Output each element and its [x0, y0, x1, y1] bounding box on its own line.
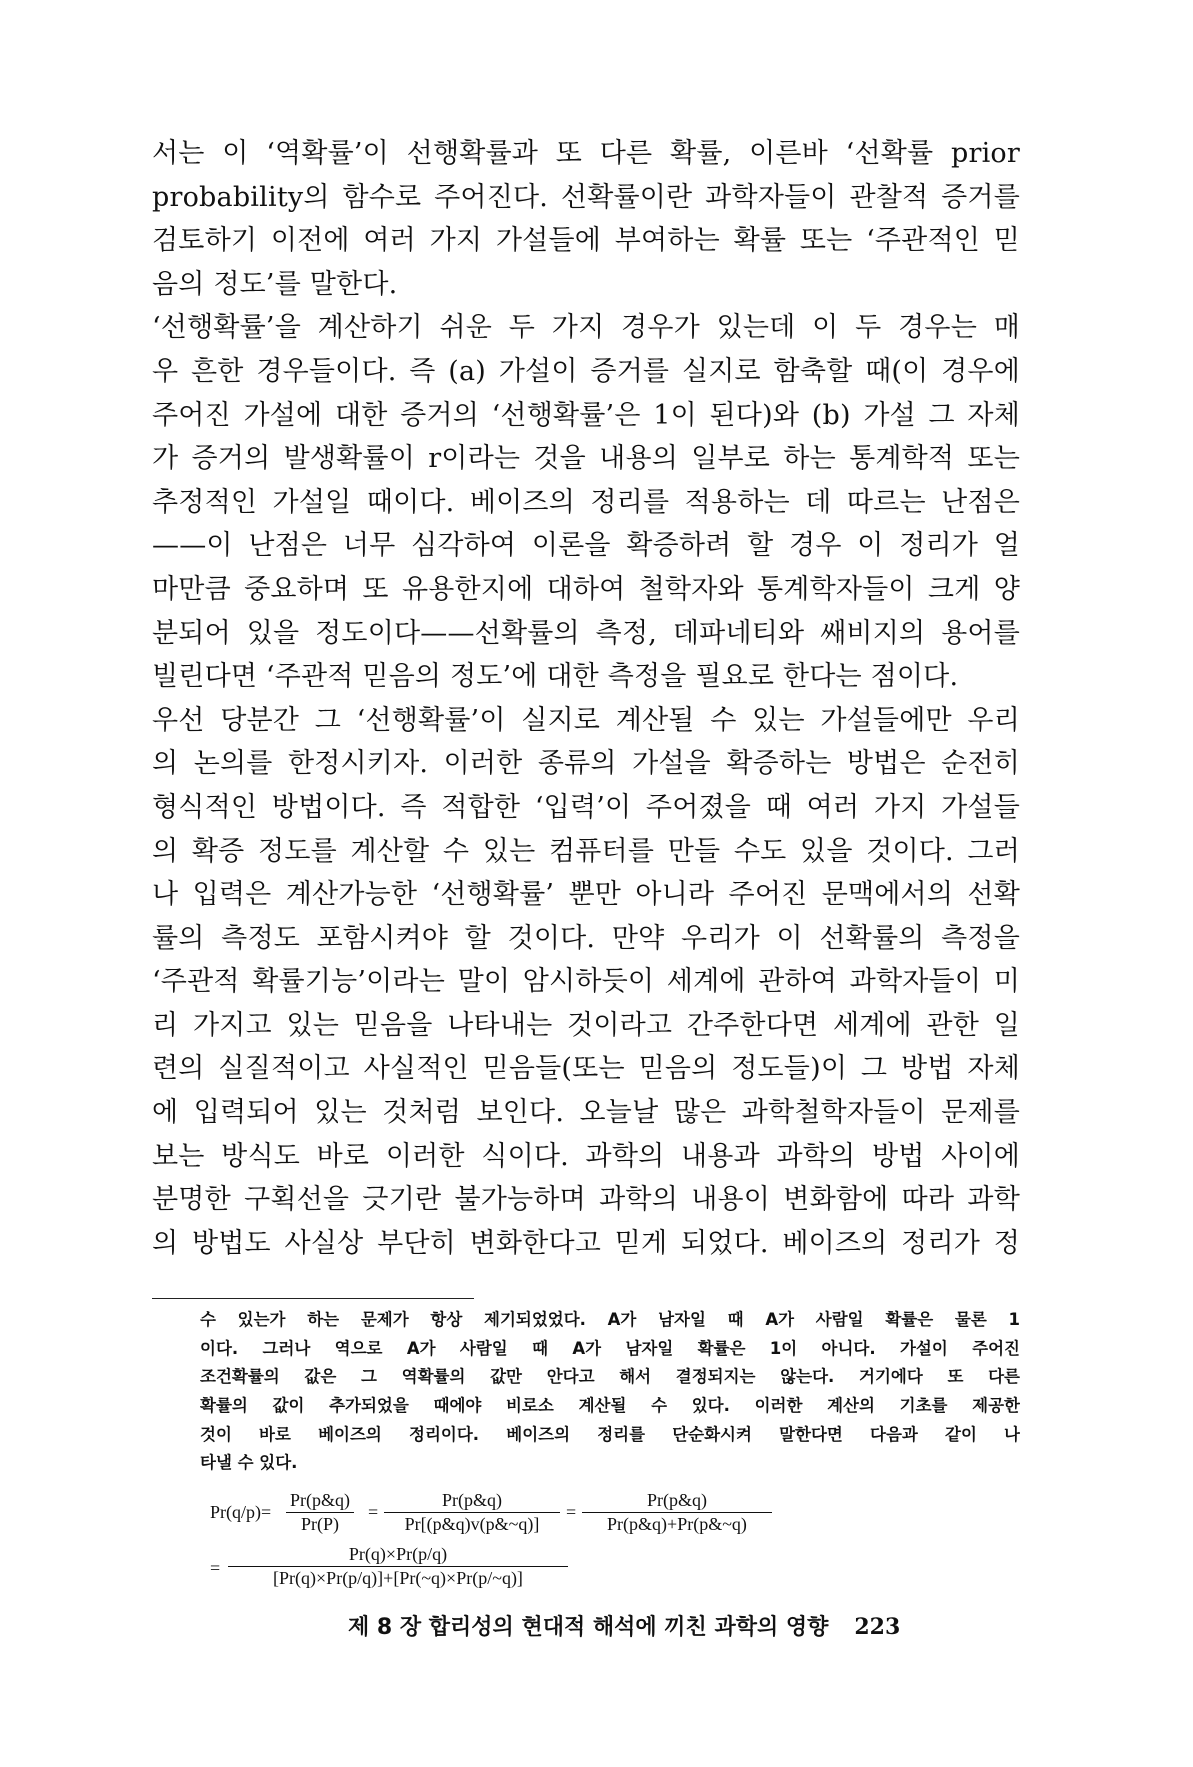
text-line: 의 방법도 사실상 부단히 변화한다고 믿게 되었다. 베이즈의 정리가 정 — [152, 1227, 1020, 1259]
text-line: ——이 난점은 너무 심각하여 이론을 확증하려 할 경우 이 정리가 얼 — [152, 530, 1020, 562]
fraction-numerator: Pr(p&q) — [384, 1490, 560, 1513]
formula-fraction — [384, 1490, 560, 1535]
text-line: 의 논의를 한정시키자. 이러한 종류의 가설을 확증하는 방법은 순전히 — [152, 748, 1020, 780]
fraction-denominator: [Pr(q)×Pr(p/q)]+[Pr(~q)×Pr(p/~q)] — [273, 1568, 523, 1588]
formula-fraction — [582, 1490, 772, 1535]
text-line: 분되어 있을 정도이다——선확률의 측정, 데파네티와 쌔비지의 용어를 — [152, 617, 1020, 649]
text-line: 추정적인 가설일 때이다. 베이즈의 정리를 적용하는 데 따르는 난점은 — [152, 486, 1020, 518]
text-line: ‘주관적 확률기능’이라는 말이 암시하듯이 세계에 관하여 과학자들이 미 — [152, 966, 1020, 998]
text-line: 에 입력되어 있는 것처럼 보인다. 오늘날 많은 과학철학자들이 문제를 — [152, 1097, 1020, 1129]
text-line: ‘선행확률’을 계산하기 쉬운 두 가지 경우가 있는데 이 두 경우는 매 — [152, 312, 1020, 344]
text-line: 서는 이 ‘역확률’이 선행확률과 또 다른 확률, 이른바 ‘선확률 prior — [152, 138, 1020, 169]
chapter-title: 제 8 장 합리성의 현대적 해석에 끼친 과학의 영향 — [348, 1615, 829, 1640]
formula-lhs: Pr(q/p)= — [210, 1502, 272, 1522]
text-line: 리 가지고 있는 믿음을 나타내는 것이라고 간주한다면 세계에 관한 일 — [152, 1009, 1020, 1041]
fraction-denominator: Pr(P) — [300, 1514, 339, 1534]
text-line: 가 증거의 발생확률이 r이라는 것을 내용의 일부로 하는 통계학적 또는 — [152, 443, 1020, 475]
equals-sign: = — [210, 1558, 221, 1578]
text-line: 빌린다면 ‘주관적 믿음의 정도’에 대한 측정을 필요로 한다는 점이다. — [152, 661, 959, 693]
footnote-line: 이다. 그러나 역으로 A가 사람일 때 A가 남자일 확률은 1이 아니다. 가설이 주어진 — [200, 1338, 1020, 1358]
bayes-formula — [210, 1480, 1000, 1590]
text-line: 형식적인 방법이다. 즉 적합한 ‘입력’이 주어졌을 때 여러 가지 가설들 — [152, 791, 1020, 823]
text-line: 우 흔한 경우들이다. 즉 (a) 가설이 증거를 실지로 함축할 때(이 경우에 — [152, 355, 1020, 387]
text-line: 주어진 가설에 대한 증거의 ‘선행확률’은 1이 된다)와 (b) 가설 그 자체 — [152, 399, 1020, 431]
fraction-denominator: Pr(p&q)+Pr(p&~q) — [607, 1514, 747, 1534]
equals-sign: = — [566, 1502, 577, 1522]
text-line: 의 확증 정도를 계산할 수 있는 컴퓨터를 만들 수도 있을 것이다. 그러 — [152, 835, 1020, 867]
fraction-numerator: Pr(q)×Pr(p/q) — [228, 1544, 568, 1567]
footnote-line: 수 있는가 하는 문제가 항상 제기되었었다. A가 남자일 때 A가 사람일 확률은 물론 1 — [200, 1310, 1020, 1329]
formula-fraction — [286, 1490, 354, 1535]
fraction-numerator: Pr(p&q) — [582, 1490, 772, 1513]
page-number: 223 — [854, 1614, 901, 1640]
text-line: 마만큼 중요하며 또 유용한지에 대하여 철학자와 통계학자들이 크게 양 — [152, 573, 1020, 605]
text-line: 음의 정도’를 말한다. — [152, 268, 398, 300]
main-text — [152, 132, 1020, 1265]
footnote-line: 것이 바로 베이즈의 정리이다. 베이즈의 정리를 단순화시켜 말한다면 다음과 같이 나 — [200, 1424, 1020, 1444]
text-line: 률의 측정도 포함시켜야 할 것이다. 만약 우리가 이 선확률의 측정을 — [152, 922, 1020, 954]
text-line: 검토하기 이전에 여러 가지 가설들에 부여하는 확률 또는 ‘주관적인 믿 — [152, 225, 1020, 257]
footnote-divider — [152, 1298, 474, 1299]
text-line: 나 입력은 계산가능한 ‘선행확률’ 뿐만 아니라 주어진 문맥에서의 선확 — [152, 879, 1020, 911]
footnote-line: 타낼 수 있다. — [200, 1453, 298, 1473]
text-line: 분명한 구획선을 긋기란 불가능하며 과학의 내용이 변화함에 따라 과학 — [152, 1184, 1020, 1216]
text-line: probability의 함수로 주어진다. 선확률이란 과학자들이 관찰적 증거를 — [152, 181, 1020, 213]
fraction-denominator: Pr[(p&q)v(p&~q)] — [404, 1514, 540, 1534]
formula-fraction — [228, 1544, 568, 1589]
fraction-numerator: Pr(p&q) — [286, 1490, 354, 1513]
text-line: 우선 당분간 그 ‘선행확률’이 실지로 계산될 수 있는 가설들에만 우리 — [152, 704, 1020, 736]
text-line: 보는 방식도 바로 이러한 식이다. 과학의 내용과 과학의 방법 사이에 — [152, 1140, 1020, 1172]
footnote-line: 확률의 값이 추가되었을 때에야 비로소 계산될 수 있다. 이러한 계산의 기초를 제공한 — [200, 1396, 1020, 1416]
footnote — [200, 1306, 1020, 1478]
page-footer — [348, 1610, 1008, 1650]
text-line: 련의 실질적이고 사실적인 믿음들(또는 믿음의 정도들)이 그 방법 자체 — [152, 1053, 1020, 1085]
equals-sign: = — [368, 1502, 379, 1522]
footnote-line: 조건확률의 값은 그 역확률의 값만 안다고 해서 결정되지는 않는다. 거기에다 또 다른 — [200, 1367, 1020, 1387]
